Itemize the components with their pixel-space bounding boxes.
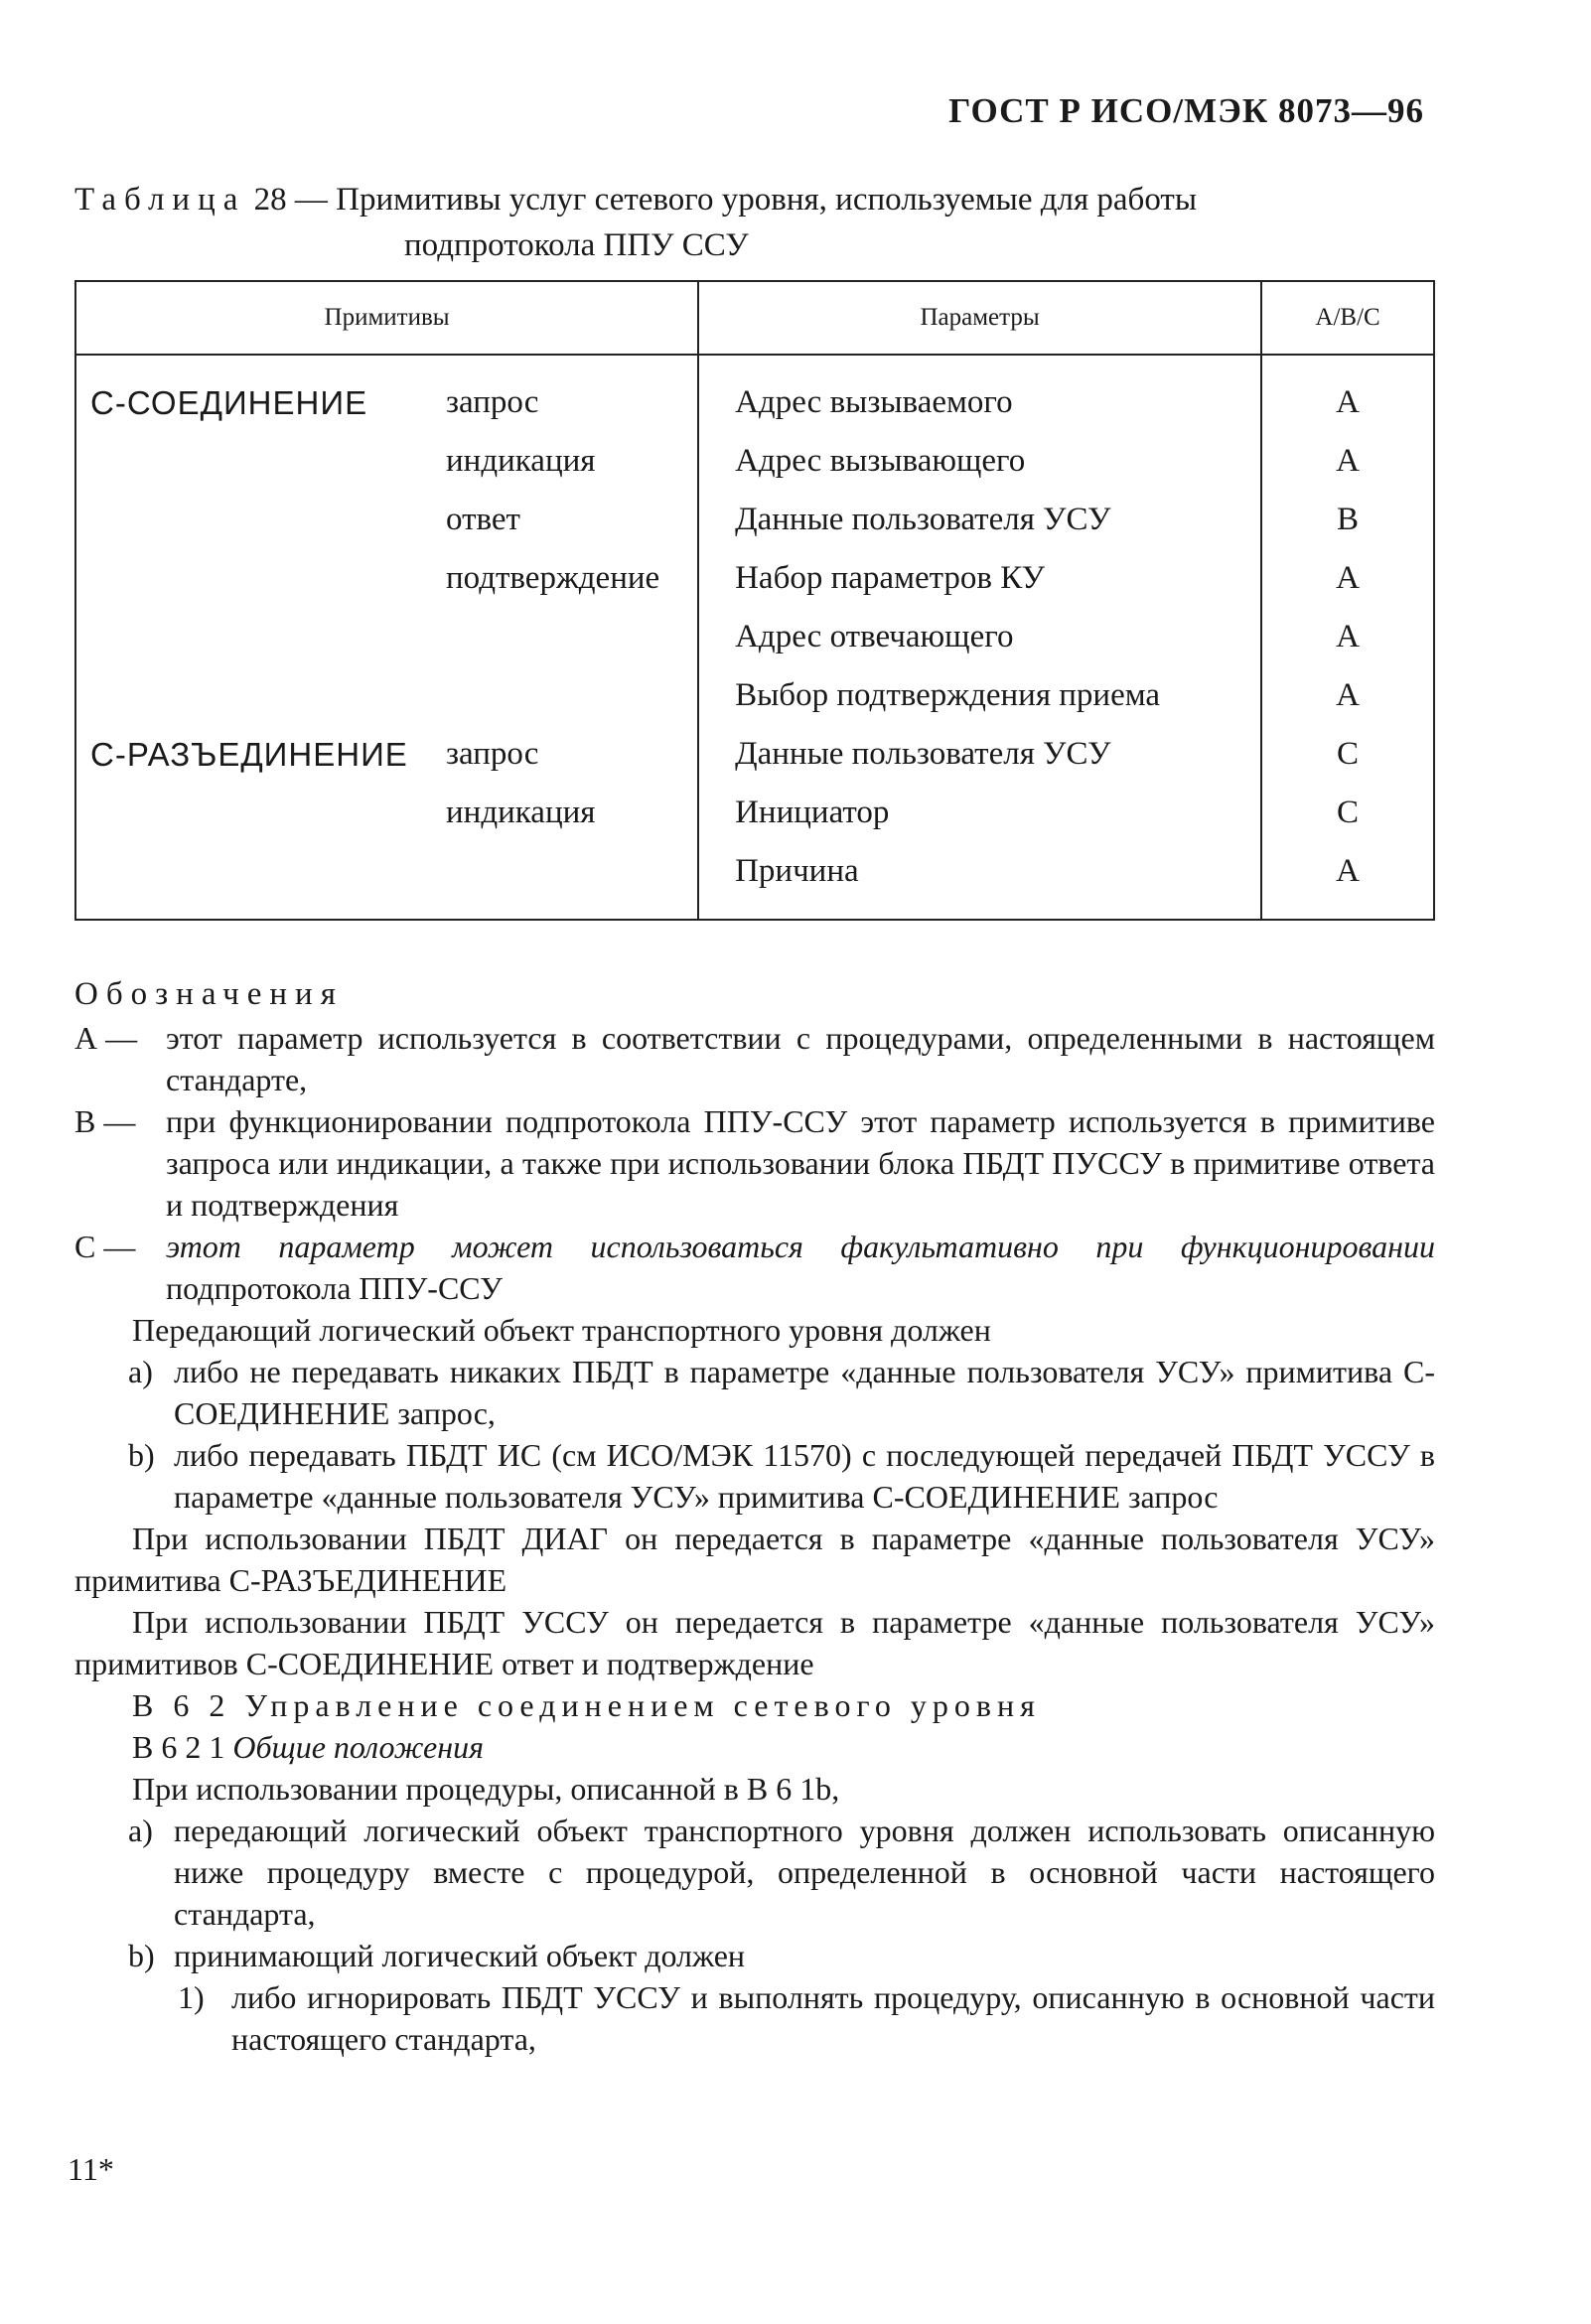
primitive-kind: запрос xyxy=(446,384,539,420)
abc-value: A xyxy=(1336,677,1360,713)
primitive-row xyxy=(76,373,697,432)
primitive-row xyxy=(76,491,697,549)
list-mark: b) xyxy=(128,1938,155,1973)
paragraph-4a xyxy=(74,1810,1435,1935)
note-c xyxy=(74,1226,1435,1309)
primitive-kind: индикация xyxy=(446,443,596,479)
parameter-item: Адрес вызывающего xyxy=(735,443,1026,479)
note-b-mark: В — xyxy=(74,1103,136,1139)
paragraph-2: При использовании ПБДТ ДИАГ он передается в параметре «данные пользователя УСУ» примитива С-РАЗЪЕДИНЕНИЕ xyxy=(74,1521,1435,1598)
document-body xyxy=(74,973,1435,2060)
paragraph-1b xyxy=(74,1434,1435,1518)
paragraph-1: Передающий логический объект транспортного уровня должен xyxy=(132,1312,991,1348)
parameter-item: Причина xyxy=(735,853,859,889)
list-text: либо передавать ПБДТ ИС (см ИСО/МЭК 11570) с последующей передачей ПБДТ УССУ в параметре «данные пользователя УСУ» примитива С-СОЕДИНЕНИЕ запрос xyxy=(174,1437,1435,1515)
abc-value: A xyxy=(1336,560,1360,596)
primitive-name: С-СОЕДИНЕНИЕ xyxy=(90,384,368,421)
caption-text-line2: подпротокола ППУ ССУ xyxy=(404,227,749,263)
paragraph-4: При использовании процедуры, описанной в В 6 1b, xyxy=(132,1771,840,1807)
page-footer: 11* xyxy=(68,2151,114,2187)
note-a-mark: А — xyxy=(74,1020,138,1056)
parameter-item: Инициатор xyxy=(735,795,890,830)
list-text: принимающий логический объект должен xyxy=(174,1938,746,1973)
primitive-kind: ответ xyxy=(446,502,520,537)
parameters-list xyxy=(699,356,1260,919)
primitive-row xyxy=(76,608,697,666)
header-abc: A/B/C xyxy=(1261,281,1434,355)
primitive-kind: индикация xyxy=(446,795,596,830)
table-header-row xyxy=(75,281,1434,355)
list-mark: b) xyxy=(128,1437,155,1473)
note-c-text-rest: подпротокола ППУ-ССУ xyxy=(166,1270,503,1306)
note-a-text: этот параметр используется в соответствии с процедурами, определенными в настоящем стандарте, xyxy=(166,1020,1435,1097)
abc-list xyxy=(1262,356,1433,919)
list-mark: а) xyxy=(128,1813,153,1848)
note-c-mark: С — xyxy=(74,1229,136,1264)
parameter-item: Адрес вызываемого xyxy=(735,384,1013,420)
list-text: либо игнорировать ПБДТ УССУ и выполнять процедуру, описанную в основной части настоящего стандарта, xyxy=(231,1979,1435,2057)
section-title: Управление соединением сетевого уровня xyxy=(244,1687,1041,1723)
parameter-item: Выбор подтверждения приема xyxy=(735,677,1161,713)
abc-value: C xyxy=(1337,736,1360,772)
list-text: либо не передавать никаких ПБДТ в параметре «данные пользователя УСУ» примитива С-СОЕДИНЕНИЕ запрос, xyxy=(174,1354,1435,1431)
table-caption xyxy=(74,177,1435,268)
note-b-text: при функционировании подпротокола ППУ-ССУ этот параметр используется в примитиве запроса или индикации, а также при использовании блока ПБДТ ПУССУ в примитиве ответа и подтверждения xyxy=(166,1103,1435,1223)
abc-cell xyxy=(1261,355,1434,920)
parameter-item: Адрес отвечающего xyxy=(735,619,1014,654)
primitive-row xyxy=(76,842,697,901)
list-mark: 1) xyxy=(178,1979,205,2015)
primitive-row xyxy=(76,666,697,725)
primitive-row xyxy=(76,725,697,784)
caption-label: Таблица xyxy=(74,182,246,218)
note-a xyxy=(74,1017,1435,1100)
paragraph-3: При использовании ПБДТ УССУ он передается в параметре «данные пользователя УСУ» примитивов С-СОЕДИНЕНИЕ ответ и подтверждение xyxy=(74,1604,1435,1681)
abc-value: A xyxy=(1336,443,1360,479)
header-parameters: Параметры xyxy=(698,281,1261,355)
primitive-row xyxy=(76,784,697,842)
subsection-title: Общие положения xyxy=(232,1729,484,1765)
abc-value: A xyxy=(1336,853,1360,889)
parameters-cell xyxy=(698,355,1261,920)
paragraph-1a xyxy=(74,1351,1435,1434)
header-primitives: Примитивы xyxy=(75,281,698,355)
note-b xyxy=(74,1100,1435,1226)
primitive-row xyxy=(76,549,697,608)
primitive-kind: запрос xyxy=(446,736,539,772)
section-number: В 6 2 xyxy=(132,1687,231,1723)
abc-value: C xyxy=(1337,795,1360,830)
primitives-list xyxy=(76,356,697,919)
page-header: ГОСТ Р ИСО/МЭК 8073—96 xyxy=(948,91,1424,130)
parameter-item: Набор параметров КУ xyxy=(735,560,1045,596)
primitive-row xyxy=(76,432,697,491)
list-mark: а) xyxy=(128,1354,153,1389)
abc-value: A xyxy=(1336,384,1360,420)
parameter-item: Данные пользователя УСУ xyxy=(735,736,1111,772)
caption-text-line1: 28 — Примитивы услуг сетевого уровня, используемые для работы xyxy=(253,182,1198,218)
abc-value: B xyxy=(1337,502,1360,537)
subsection-heading xyxy=(74,1726,1435,1768)
paragraph-4b1 xyxy=(74,1976,1435,2060)
note-c-text-italic: этот параметр может использоваться факультативно при функционировании xyxy=(166,1229,1435,1264)
list-text: передающий логический объект транспортного уровня должен использовать описанную ниже процедуру вместе с процедурой, определенной в основной части настоящего стандарта, xyxy=(174,1813,1435,1932)
parameter-item: Данные пользователя УСУ xyxy=(735,502,1111,537)
table-body-row xyxy=(75,355,1434,920)
primitive-kind: подтверждение xyxy=(446,560,660,596)
abc-value: A xyxy=(1336,619,1360,654)
primitives-table xyxy=(74,280,1435,921)
primitive-name: С-РАЗЪЕДИНЕНИЕ xyxy=(90,736,408,773)
paragraph-4b xyxy=(74,1935,1435,1976)
primitives-cell xyxy=(75,355,698,920)
subsection-number: В 6 2 1 xyxy=(132,1729,225,1765)
notes-title: Обозначения xyxy=(74,976,344,1012)
section-heading xyxy=(74,1684,1435,1726)
